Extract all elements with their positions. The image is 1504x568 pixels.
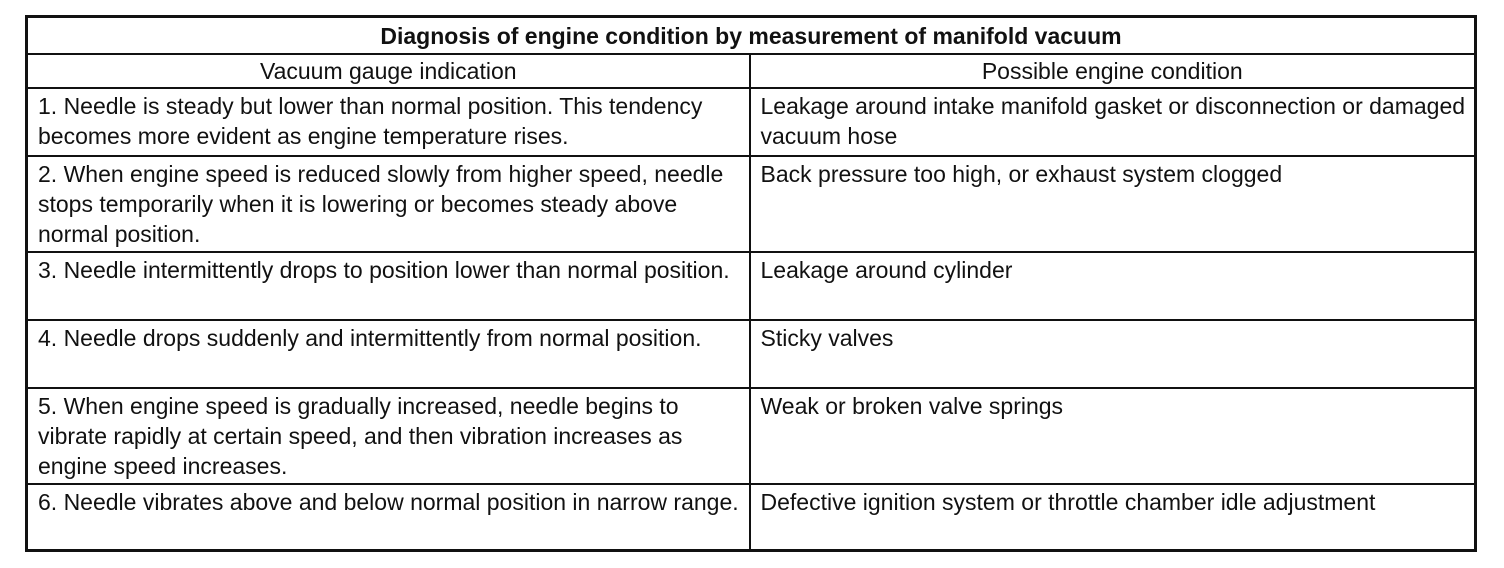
- condition-cell: Back pressure too high, or exhaust system clogged: [750, 156, 1476, 252]
- condition-cell: Weak or broken valve springs: [750, 388, 1476, 484]
- condition-cell: Leakage around intake manifold gasket or disconnection or damaged vacuum hose: [750, 88, 1476, 156]
- indication-cell: 1. Needle is steady but lower than normal position. This tendency becomes more evident as engine temperature rises.: [27, 88, 750, 156]
- diagnosis-table: [25, 15, 1477, 552]
- indication-cell: 5. When engine speed is gradually increased, needle begins to vibrate rapidly at certain speed, and then vibration increases as engine speed increases.: [27, 388, 750, 484]
- indication-cell: 2. When engine speed is reduced slowly from higher speed, needle stops temporarily when it is lowering or becomes steady above normal position.: [27, 156, 750, 252]
- table-row: [27, 252, 1476, 320]
- diagnosis-table-container: [25, 15, 1474, 552]
- condition-cell: Sticky valves: [750, 320, 1476, 388]
- table-row: [27, 88, 1476, 156]
- table-row: [27, 320, 1476, 388]
- column-header-condition: Possible engine condition: [750, 54, 1476, 88]
- table-title-row: [27, 17, 1476, 55]
- condition-cell: Leakage around cylinder: [750, 252, 1476, 320]
- indication-cell: 6. Needle vibrates above and below normal position in narrow range.: [27, 484, 750, 551]
- table-header-row: [27, 54, 1476, 88]
- table-row: [27, 388, 1476, 484]
- indication-cell: 3. Needle intermittently drops to position lower than normal position.: [27, 252, 750, 320]
- table-row: [27, 156, 1476, 252]
- table-row: [27, 484, 1476, 551]
- table-title: Diagnosis of engine condition by measurement of manifold vacuum: [27, 17, 1476, 55]
- indication-cell: 4. Needle drops suddenly and intermittently from normal position.: [27, 320, 750, 388]
- condition-cell: Defective ignition system or throttle chamber idle adjustment: [750, 484, 1476, 551]
- column-header-indication: Vacuum gauge indication: [27, 54, 750, 88]
